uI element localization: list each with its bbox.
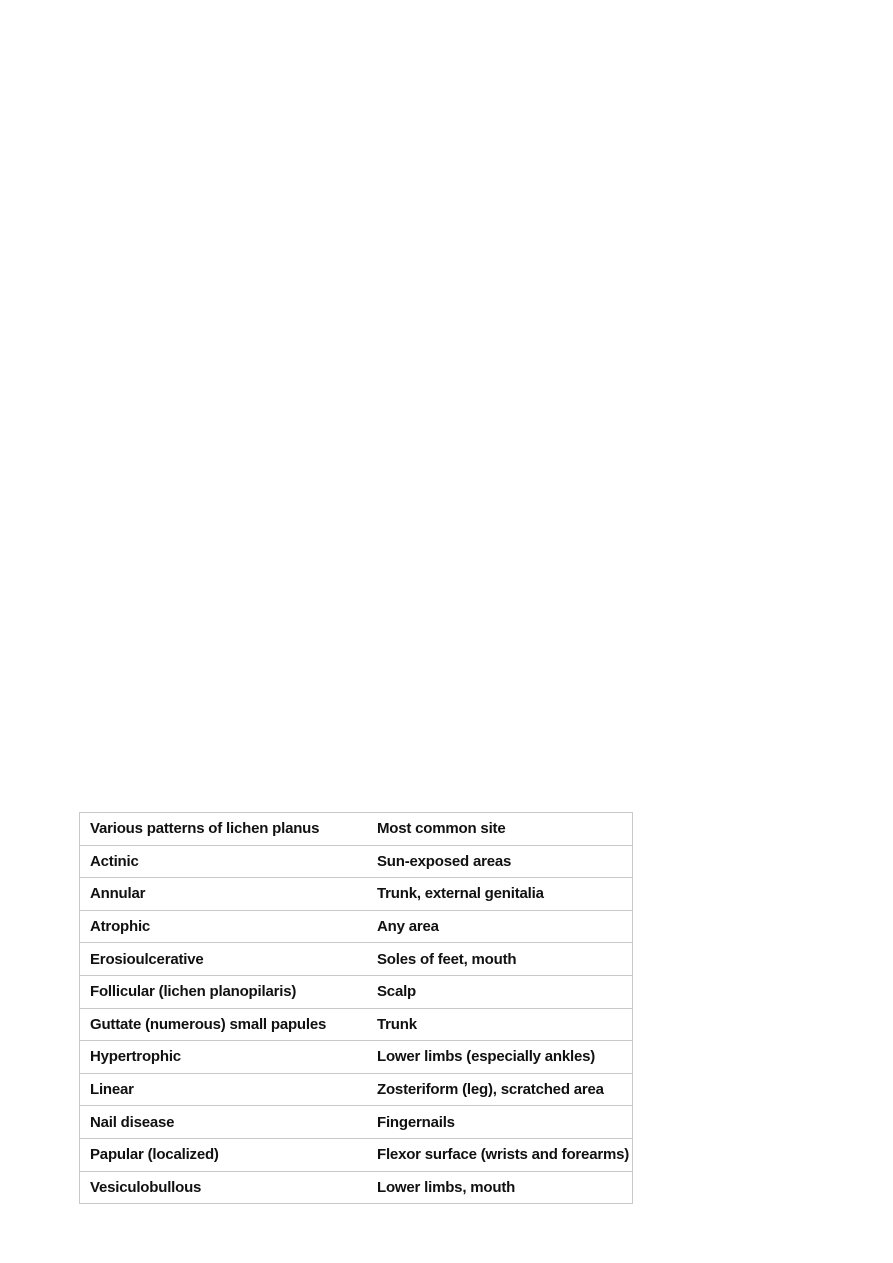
cell-site: Sun-exposed areas (367, 845, 633, 878)
table-row (80, 1041, 633, 1074)
table-row (80, 1008, 633, 1041)
header-site: Most common site (367, 813, 633, 846)
table-row (80, 1138, 633, 1171)
table-body (80, 813, 633, 1204)
cell-site: Scalp (367, 975, 633, 1008)
cell-pattern: Guttate (numerous) small papules (80, 1008, 368, 1041)
table-header-row (80, 813, 633, 846)
header-pattern: Various patterns of lichen planus (80, 813, 368, 846)
cell-pattern: Actinic (80, 845, 368, 878)
cell-pattern: Hypertrophic (80, 1041, 368, 1074)
cell-site: Fingernails (367, 1106, 633, 1139)
cell-pattern: Erosioulcerative (80, 943, 368, 976)
cell-site: Zosteriform (leg), scratched area (367, 1073, 633, 1106)
cell-site: Soles of feet, mouth (367, 943, 633, 976)
lichen-planus-table (79, 812, 633, 1204)
cell-site: Lower limbs (especially ankles) (367, 1041, 633, 1074)
cell-pattern: Papular (localized) (80, 1138, 368, 1171)
table-row (80, 1171, 633, 1204)
cell-pattern: Annular (80, 878, 368, 911)
cell-pattern: Vesiculobullous (80, 1171, 368, 1204)
cell-pattern: Nail disease (80, 1106, 368, 1139)
cell-pattern: Linear (80, 1073, 368, 1106)
table-row (80, 845, 633, 878)
cell-pattern: Follicular (lichen planopilaris) (80, 975, 368, 1008)
cell-site: Trunk, external genitalia (367, 878, 633, 911)
table-row (80, 878, 633, 911)
table-row (80, 1106, 633, 1139)
cell-site: Flexor surface (wrists and forearms) (367, 1138, 633, 1171)
table-row (80, 910, 633, 943)
cell-pattern: Atrophic (80, 910, 368, 943)
table-row (80, 975, 633, 1008)
table-row (80, 1073, 633, 1106)
cell-site: Any area (367, 910, 633, 943)
cell-site: Lower limbs, mouth (367, 1171, 633, 1204)
cell-site: Trunk (367, 1008, 633, 1041)
table-row (80, 943, 633, 976)
